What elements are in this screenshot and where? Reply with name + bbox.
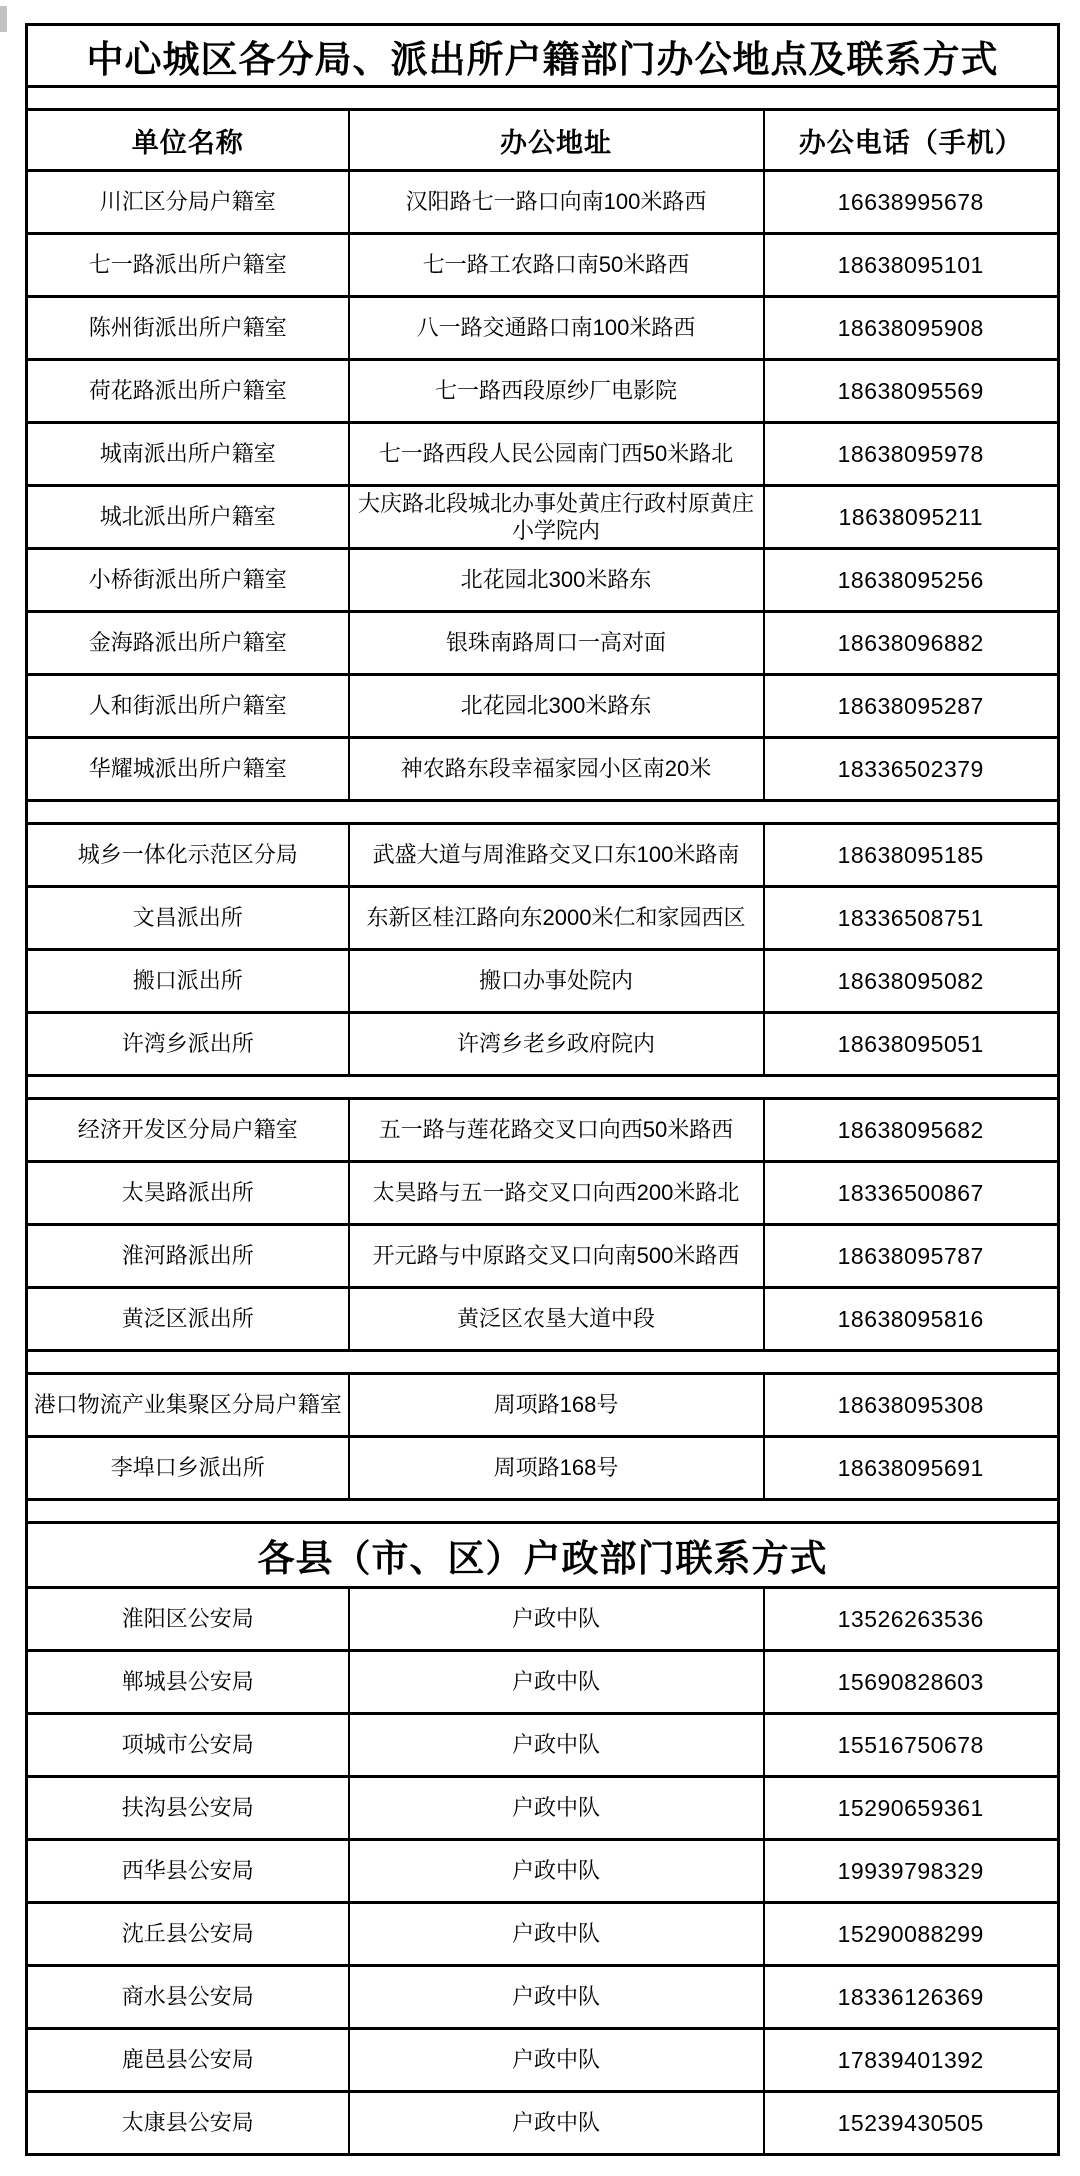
office-phone-cell: 18336502379 — [764, 738, 1059, 801]
table-row — [27, 1777, 1059, 1840]
office-address-cell: 五一路与莲花路交叉口向西50米路西 — [349, 1099, 764, 1162]
unit-name-cell: 鹿邑县公安局 — [27, 2029, 349, 2092]
office-phone-cell: 15516750678 — [764, 1714, 1059, 1777]
section1-title: 中心城区各分局、派出所户籍部门办公地点及联系方式 — [27, 25, 1059, 87]
table-row — [27, 1588, 1059, 1651]
office-phone-cell: 18336508751 — [764, 887, 1059, 950]
table-row — [27, 1099, 1059, 1162]
table-row — [27, 1437, 1059, 1500]
unit-name-cell: 陈州街派出所户籍室 — [27, 297, 349, 360]
office-address-cell: 七一路西段人民公园南门西50米路北 — [349, 423, 764, 486]
office-phone-cell: 15239430505 — [764, 2092, 1059, 2155]
unit-name-cell: 人和街派出所户籍室 — [27, 675, 349, 738]
section1-title-row — [27, 25, 1059, 87]
table-row — [27, 2092, 1059, 2155]
office-phone-cell: 18638095787 — [764, 1225, 1059, 1288]
office-address-cell: 户政中队 — [349, 2092, 764, 2155]
unit-name-cell: 七一路派出所户籍室 — [27, 234, 349, 297]
office-address-cell: 周项路168号 — [349, 1374, 764, 1437]
header-row — [27, 110, 1059, 171]
office-phone-cell: 18638095256 — [764, 549, 1059, 612]
table-row — [27, 887, 1059, 950]
office-phone-cell: 18638095082 — [764, 950, 1059, 1013]
table-row — [27, 1162, 1059, 1225]
spacer-row — [27, 1500, 1059, 1523]
office-phone-cell: 15290659361 — [764, 1777, 1059, 1840]
contact-table — [25, 23, 1060, 2156]
office-phone-cell: 19939798329 — [764, 1840, 1059, 1903]
unit-name-cell: 文昌派出所 — [27, 887, 349, 950]
office-address-cell: 武盛大道与周淮路交叉口东100米路南 — [349, 824, 764, 887]
office-phone-cell: 15690828603 — [764, 1651, 1059, 1714]
spacer-row — [27, 87, 1059, 110]
office-address-cell: 七一路工农路口南50米路西 — [349, 234, 764, 297]
unit-name-cell: 城乡一体化示范区分局 — [27, 824, 349, 887]
table-row — [27, 486, 1059, 549]
office-phone-cell: 16638995678 — [764, 171, 1059, 234]
table-row — [27, 423, 1059, 486]
table-row — [27, 824, 1059, 887]
office-address-cell: 搬口办事处院内 — [349, 950, 764, 1013]
office-phone-cell: 18638095978 — [764, 423, 1059, 486]
table-row — [27, 612, 1059, 675]
column-header: 办公电话（手机） — [764, 110, 1059, 171]
office-phone-cell: 18638095682 — [764, 1099, 1059, 1162]
office-phone-cell: 18638095101 — [764, 234, 1059, 297]
office-phone-cell: 17839401392 — [764, 2029, 1059, 2092]
office-phone-cell: 18638095185 — [764, 824, 1059, 887]
unit-name-cell: 太昊路派出所 — [27, 1162, 349, 1225]
spacer-cell — [27, 87, 1059, 110]
spacer-cell — [27, 801, 1059, 824]
spacer-row — [27, 1076, 1059, 1099]
unit-name-cell: 城北派出所户籍室 — [27, 486, 349, 549]
office-address-cell: 户政中队 — [349, 1966, 764, 2029]
unit-name-cell: 港口物流产业集聚区分局户籍室 — [27, 1374, 349, 1437]
office-phone-cell: 18638095569 — [764, 360, 1059, 423]
table-row — [27, 1225, 1059, 1288]
section2-title-row — [27, 1523, 1059, 1588]
office-phone-cell: 18638095287 — [764, 675, 1059, 738]
office-address-cell: 银珠南路周口一高对面 — [349, 612, 764, 675]
spacer-row — [27, 1351, 1059, 1374]
unit-name-cell: 搬口派出所 — [27, 950, 349, 1013]
office-address-cell: 黄泛区农垦大道中段 — [349, 1288, 764, 1351]
office-address-cell: 户政中队 — [349, 1777, 764, 1840]
office-address-cell: 开元路与中原路交叉口向南500米路西 — [349, 1225, 764, 1288]
table-row — [27, 2029, 1059, 2092]
spacer-cell — [27, 1351, 1059, 1374]
office-address-cell: 太昊路与五一路交叉口向西200米路北 — [349, 1162, 764, 1225]
table-row — [27, 1840, 1059, 1903]
table-row — [27, 1651, 1059, 1714]
office-address-cell: 汉阳路七一路口向南100米路西 — [349, 171, 764, 234]
table-row — [27, 675, 1059, 738]
unit-name-cell: 经济开发区分局户籍室 — [27, 1099, 349, 1162]
office-phone-cell: 18638095691 — [764, 1437, 1059, 1500]
unit-name-cell: 荷花路派出所户籍室 — [27, 360, 349, 423]
unit-name-cell: 黄泛区派出所 — [27, 1288, 349, 1351]
unit-name-cell: 华耀城派出所户籍室 — [27, 738, 349, 801]
office-address-cell: 北花园北300米路东 — [349, 549, 764, 612]
office-address-cell: 神农路东段幸福家园小区南20米 — [349, 738, 764, 801]
section2-title: 各县（市、区）户政部门联系方式 — [27, 1523, 1059, 1588]
unit-name-cell: 许湾乡派出所 — [27, 1013, 349, 1076]
spacer-cell — [27, 1500, 1059, 1523]
office-address-cell: 户政中队 — [349, 1651, 764, 1714]
office-phone-cell: 15290088299 — [764, 1903, 1059, 1966]
table-row — [27, 360, 1059, 423]
office-phone-cell: 13526263536 — [764, 1588, 1059, 1651]
spacer-cell — [27, 1076, 1059, 1099]
office-phone-cell: 18638096882 — [764, 612, 1059, 675]
office-address-cell: 户政中队 — [349, 1840, 764, 1903]
office-phone-cell: 18638095308 — [764, 1374, 1059, 1437]
office-address-cell: 东新区桂江路向东2000米仁和家园西区 — [349, 887, 764, 950]
table-row — [27, 549, 1059, 612]
office-phone-cell: 18336500867 — [764, 1162, 1059, 1225]
office-phone-cell: 18638095908 — [764, 297, 1059, 360]
column-header: 办公地址 — [349, 110, 764, 171]
table-row — [27, 738, 1059, 801]
unit-name-cell: 金海路派出所户籍室 — [27, 612, 349, 675]
unit-name-cell: 淮河路派出所 — [27, 1225, 349, 1288]
unit-name-cell: 太康县公安局 — [27, 2092, 349, 2155]
unit-name-cell: 商水县公安局 — [27, 1966, 349, 2029]
unit-name-cell: 小桥街派出所户籍室 — [27, 549, 349, 612]
table-row — [27, 1288, 1059, 1351]
unit-name-cell: 淮阳区公安局 — [27, 1588, 349, 1651]
table-row — [27, 1966, 1059, 2029]
office-address-cell: 户政中队 — [349, 1903, 764, 1966]
office-address-cell: 八一路交通路口南100米路西 — [349, 297, 764, 360]
office-address-cell: 户政中队 — [349, 1588, 764, 1651]
office-phone-cell: 18638095816 — [764, 1288, 1059, 1351]
table-row — [27, 1714, 1059, 1777]
unit-name-cell: 李埠口乡派出所 — [27, 1437, 349, 1500]
table-row — [27, 1013, 1059, 1076]
unit-name-cell: 城南派出所户籍室 — [27, 423, 349, 486]
office-phone-cell: 18638095051 — [764, 1013, 1059, 1076]
office-address-cell: 许湾乡老乡政府院内 — [349, 1013, 764, 1076]
table-row — [27, 297, 1059, 360]
table-row — [27, 1903, 1059, 1966]
unit-name-cell: 川汇区分局户籍室 — [27, 171, 349, 234]
office-address-cell: 七一路西段原纱厂电影院 — [349, 360, 764, 423]
office-phone-cell: 18336126369 — [764, 1966, 1059, 2029]
office-address-cell: 户政中队 — [349, 1714, 764, 1777]
office-address-cell: 北花园北300米路东 — [349, 675, 764, 738]
office-phone-cell: 18638095211 — [764, 486, 1059, 549]
office-address-cell: 周项路168号 — [349, 1437, 764, 1500]
office-address-cell: 大庆路北段城北办事处黄庄行政村原黄庄小学院内 — [349, 486, 764, 549]
table-row — [27, 171, 1059, 234]
spacer-row — [27, 801, 1059, 824]
unit-name-cell: 沈丘县公安局 — [27, 1903, 349, 1966]
unit-name-cell: 扶沟县公安局 — [27, 1777, 349, 1840]
table-row — [27, 234, 1059, 297]
table-row — [27, 1374, 1059, 1437]
office-address-cell: 户政中队 — [349, 2029, 764, 2092]
scan-artifact-mark — [0, 6, 7, 32]
column-header: 单位名称 — [27, 110, 349, 171]
contact-table-body — [27, 25, 1059, 2155]
unit-name-cell: 郸城县公安局 — [27, 1651, 349, 1714]
unit-name-cell: 项城市公安局 — [27, 1714, 349, 1777]
table-row — [27, 950, 1059, 1013]
unit-name-cell: 西华县公安局 — [27, 1840, 349, 1903]
